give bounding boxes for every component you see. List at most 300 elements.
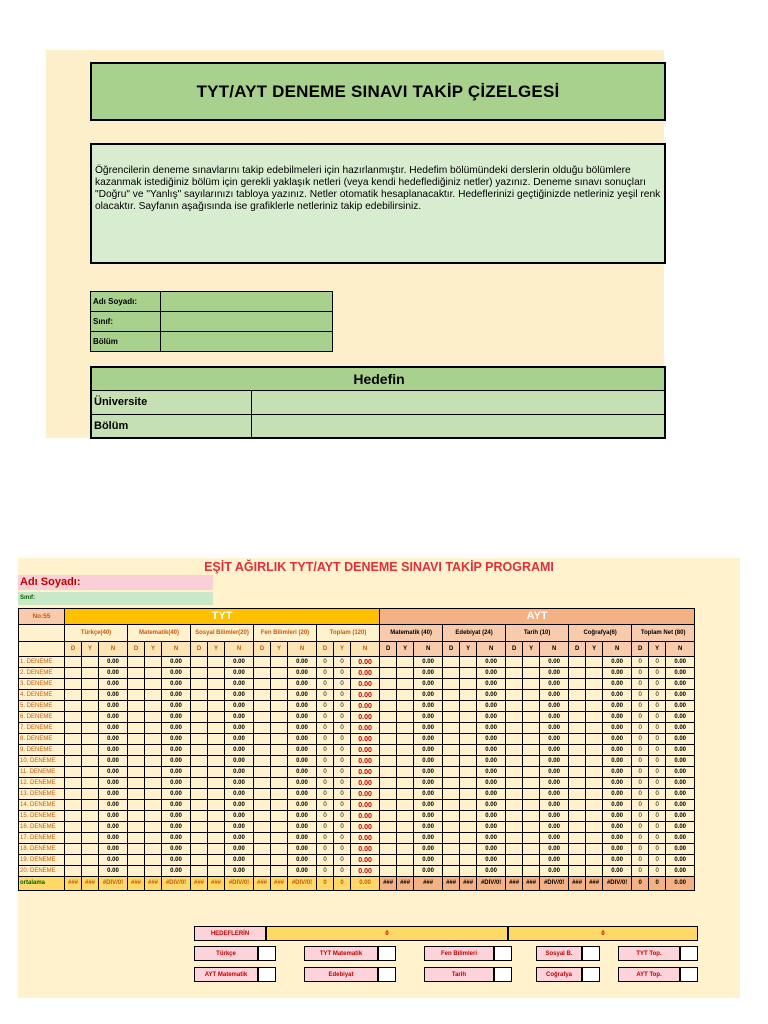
wrong-input-cell[interactable] xyxy=(271,789,288,800)
target-input-cell[interactable] xyxy=(680,946,698,961)
wrong-input-cell[interactable] xyxy=(586,844,603,855)
wrong-input-cell[interactable] xyxy=(208,866,225,877)
name-input-cell[interactable] xyxy=(161,292,333,312)
wrong-input-cell[interactable] xyxy=(460,690,477,701)
correct-input-cell[interactable] xyxy=(254,822,271,833)
wrong-input-cell[interactable] xyxy=(208,756,225,767)
wrong-input-cell[interactable] xyxy=(460,712,477,723)
correct-input-cell[interactable] xyxy=(380,833,397,844)
wrong-input-cell[interactable] xyxy=(82,789,99,800)
wrong-input-cell[interactable] xyxy=(397,800,414,811)
correct-input-cell[interactable] xyxy=(254,778,271,789)
correct-input-cell[interactable] xyxy=(191,767,208,778)
wrong-input-cell[interactable] xyxy=(397,778,414,789)
correct-input-cell[interactable] xyxy=(380,844,397,855)
correct-input-cell[interactable] xyxy=(569,833,586,844)
correct-input-cell[interactable] xyxy=(443,833,460,844)
wrong-input-cell[interactable] xyxy=(460,800,477,811)
wrong-input-cell[interactable] xyxy=(460,855,477,866)
correct-input-cell[interactable] xyxy=(254,745,271,756)
wrong-input-cell[interactable] xyxy=(397,734,414,745)
class-input-cell[interactable] xyxy=(161,312,333,332)
correct-input-cell[interactable] xyxy=(380,668,397,679)
wrong-input-cell[interactable] xyxy=(460,811,477,822)
correct-input-cell[interactable] xyxy=(569,712,586,723)
correct-input-cell[interactable] xyxy=(443,701,460,712)
target-input-cell[interactable] xyxy=(378,946,396,961)
wrong-input-cell[interactable] xyxy=(82,767,99,778)
correct-input-cell[interactable] xyxy=(128,767,145,778)
correct-input-cell[interactable] xyxy=(65,679,82,690)
wrong-input-cell[interactable] xyxy=(523,712,540,723)
correct-input-cell[interactable] xyxy=(380,701,397,712)
wrong-input-cell[interactable] xyxy=(586,701,603,712)
wrong-input-cell[interactable] xyxy=(523,745,540,756)
wrong-input-cell[interactable] xyxy=(460,745,477,756)
correct-input-cell[interactable] xyxy=(506,833,523,844)
wrong-input-cell[interactable] xyxy=(586,855,603,866)
wrong-input-cell[interactable] xyxy=(145,855,162,866)
correct-input-cell[interactable] xyxy=(443,679,460,690)
correct-input-cell[interactable] xyxy=(128,701,145,712)
correct-input-cell[interactable] xyxy=(191,712,208,723)
wrong-input-cell[interactable] xyxy=(82,778,99,789)
wrong-input-cell[interactable] xyxy=(208,723,225,734)
correct-input-cell[interactable] xyxy=(128,657,145,668)
correct-input-cell[interactable] xyxy=(506,778,523,789)
correct-input-cell[interactable] xyxy=(65,745,82,756)
correct-input-cell[interactable] xyxy=(65,734,82,745)
correct-input-cell[interactable] xyxy=(65,833,82,844)
correct-input-cell[interactable] xyxy=(191,811,208,822)
correct-input-cell[interactable] xyxy=(443,800,460,811)
wrong-input-cell[interactable] xyxy=(460,767,477,778)
correct-input-cell[interactable] xyxy=(380,778,397,789)
correct-input-cell[interactable] xyxy=(128,679,145,690)
correct-input-cell[interactable] xyxy=(191,701,208,712)
wrong-input-cell[interactable] xyxy=(523,789,540,800)
wrong-input-cell[interactable] xyxy=(586,778,603,789)
correct-input-cell[interactable] xyxy=(569,789,586,800)
wrong-input-cell[interactable] xyxy=(586,745,603,756)
wrong-input-cell[interactable] xyxy=(208,844,225,855)
correct-input-cell[interactable] xyxy=(569,668,586,679)
wrong-input-cell[interactable] xyxy=(271,745,288,756)
correct-input-cell[interactable] xyxy=(128,734,145,745)
wrong-input-cell[interactable] xyxy=(82,833,99,844)
correct-input-cell[interactable] xyxy=(506,734,523,745)
wrong-input-cell[interactable] xyxy=(586,800,603,811)
wrong-input-cell[interactable] xyxy=(523,866,540,877)
correct-input-cell[interactable] xyxy=(569,800,586,811)
correct-input-cell[interactable] xyxy=(128,855,145,866)
correct-input-cell[interactable] xyxy=(254,723,271,734)
correct-input-cell[interactable] xyxy=(506,723,523,734)
wrong-input-cell[interactable] xyxy=(82,690,99,701)
correct-input-cell[interactable] xyxy=(569,767,586,778)
wrong-input-cell[interactable] xyxy=(523,734,540,745)
wrong-input-cell[interactable] xyxy=(586,657,603,668)
correct-input-cell[interactable] xyxy=(191,756,208,767)
correct-input-cell[interactable] xyxy=(380,855,397,866)
target-input-cell[interactable] xyxy=(258,967,276,982)
target-input-cell[interactable] xyxy=(258,946,276,961)
wrong-input-cell[interactable] xyxy=(145,657,162,668)
correct-input-cell[interactable] xyxy=(569,811,586,822)
wrong-input-cell[interactable] xyxy=(271,844,288,855)
correct-input-cell[interactable] xyxy=(569,723,586,734)
wrong-input-cell[interactable] xyxy=(397,811,414,822)
wrong-input-cell[interactable] xyxy=(82,844,99,855)
correct-input-cell[interactable] xyxy=(254,789,271,800)
correct-input-cell[interactable] xyxy=(443,668,460,679)
wrong-input-cell[interactable] xyxy=(397,668,414,679)
wrong-input-cell[interactable] xyxy=(460,723,477,734)
wrong-input-cell[interactable] xyxy=(145,767,162,778)
wrong-input-cell[interactable] xyxy=(397,745,414,756)
wrong-input-cell[interactable] xyxy=(397,855,414,866)
wrong-input-cell[interactable] xyxy=(460,668,477,679)
correct-input-cell[interactable] xyxy=(443,756,460,767)
wrong-input-cell[interactable] xyxy=(586,822,603,833)
correct-input-cell[interactable] xyxy=(254,756,271,767)
correct-input-cell[interactable] xyxy=(506,701,523,712)
wrong-input-cell[interactable] xyxy=(82,800,99,811)
wrong-input-cell[interactable] xyxy=(397,833,414,844)
correct-input-cell[interactable] xyxy=(569,701,586,712)
wrong-input-cell[interactable] xyxy=(145,679,162,690)
correct-input-cell[interactable] xyxy=(254,811,271,822)
wrong-input-cell[interactable] xyxy=(460,866,477,877)
correct-input-cell[interactable] xyxy=(191,734,208,745)
correct-input-cell[interactable] xyxy=(443,866,460,877)
correct-input-cell[interactable] xyxy=(65,657,82,668)
wrong-input-cell[interactable] xyxy=(460,756,477,767)
wrong-input-cell[interactable] xyxy=(523,822,540,833)
correct-input-cell[interactable] xyxy=(254,855,271,866)
correct-input-cell[interactable] xyxy=(506,855,523,866)
correct-input-cell[interactable] xyxy=(443,690,460,701)
correct-input-cell[interactable] xyxy=(506,690,523,701)
correct-input-cell[interactable] xyxy=(569,756,586,767)
correct-input-cell[interactable] xyxy=(254,668,271,679)
wrong-input-cell[interactable] xyxy=(397,822,414,833)
correct-input-cell[interactable] xyxy=(65,767,82,778)
wrong-input-cell[interactable] xyxy=(397,712,414,723)
wrong-input-cell[interactable] xyxy=(523,855,540,866)
correct-input-cell[interactable] xyxy=(254,833,271,844)
correct-input-cell[interactable] xyxy=(191,800,208,811)
wrong-input-cell[interactable] xyxy=(460,657,477,668)
wrong-input-cell[interactable] xyxy=(397,866,414,877)
correct-input-cell[interactable] xyxy=(191,844,208,855)
wrong-input-cell[interactable] xyxy=(145,745,162,756)
wrong-input-cell[interactable] xyxy=(271,712,288,723)
correct-input-cell[interactable] xyxy=(128,844,145,855)
correct-input-cell[interactable] xyxy=(380,679,397,690)
wrong-input-cell[interactable] xyxy=(208,767,225,778)
correct-input-cell[interactable] xyxy=(254,712,271,723)
wrong-input-cell[interactable] xyxy=(460,701,477,712)
target-input-cell[interactable] xyxy=(494,967,512,982)
correct-input-cell[interactable] xyxy=(380,767,397,778)
wrong-input-cell[interactable] xyxy=(82,679,99,690)
wrong-input-cell[interactable] xyxy=(145,690,162,701)
correct-input-cell[interactable] xyxy=(506,844,523,855)
wrong-input-cell[interactable] xyxy=(397,756,414,767)
wrong-input-cell[interactable] xyxy=(145,822,162,833)
correct-input-cell[interactable] xyxy=(128,668,145,679)
wrong-input-cell[interactable] xyxy=(523,756,540,767)
wrong-input-cell[interactable] xyxy=(397,844,414,855)
wrong-input-cell[interactable] xyxy=(523,800,540,811)
correct-input-cell[interactable] xyxy=(569,855,586,866)
correct-input-cell[interactable] xyxy=(254,657,271,668)
correct-input-cell[interactable] xyxy=(191,833,208,844)
correct-input-cell[interactable] xyxy=(506,679,523,690)
correct-input-cell[interactable] xyxy=(506,811,523,822)
target-input-cell[interactable] xyxy=(378,967,396,982)
wrong-input-cell[interactable] xyxy=(397,690,414,701)
wrong-input-cell[interactable] xyxy=(82,701,99,712)
correct-input-cell[interactable] xyxy=(65,701,82,712)
wrong-input-cell[interactable] xyxy=(208,668,225,679)
correct-input-cell[interactable] xyxy=(380,657,397,668)
correct-input-cell[interactable] xyxy=(128,723,145,734)
correct-input-cell[interactable] xyxy=(506,745,523,756)
correct-input-cell[interactable] xyxy=(380,745,397,756)
correct-input-cell[interactable] xyxy=(254,800,271,811)
correct-input-cell[interactable] xyxy=(128,690,145,701)
wrong-input-cell[interactable] xyxy=(145,734,162,745)
correct-input-cell[interactable] xyxy=(569,690,586,701)
wrong-input-cell[interactable] xyxy=(523,657,540,668)
wrong-input-cell[interactable] xyxy=(271,668,288,679)
wrong-input-cell[interactable] xyxy=(523,778,540,789)
wrong-input-cell[interactable] xyxy=(523,701,540,712)
wrong-input-cell[interactable] xyxy=(586,767,603,778)
wrong-input-cell[interactable] xyxy=(586,789,603,800)
wrong-input-cell[interactable] xyxy=(271,657,288,668)
correct-input-cell[interactable] xyxy=(380,756,397,767)
wrong-input-cell[interactable] xyxy=(208,789,225,800)
wrong-input-cell[interactable] xyxy=(145,701,162,712)
wrong-input-cell[interactable] xyxy=(145,723,162,734)
correct-input-cell[interactable] xyxy=(443,723,460,734)
wrong-input-cell[interactable] xyxy=(82,811,99,822)
correct-input-cell[interactable] xyxy=(65,855,82,866)
wrong-input-cell[interactable] xyxy=(82,657,99,668)
correct-input-cell[interactable] xyxy=(65,789,82,800)
correct-input-cell[interactable] xyxy=(65,844,82,855)
wrong-input-cell[interactable] xyxy=(208,855,225,866)
wrong-input-cell[interactable] xyxy=(397,767,414,778)
wrong-input-cell[interactable] xyxy=(145,800,162,811)
wrong-input-cell[interactable] xyxy=(523,690,540,701)
wrong-input-cell[interactable] xyxy=(523,679,540,690)
wrong-input-cell[interactable] xyxy=(82,734,99,745)
correct-input-cell[interactable] xyxy=(569,657,586,668)
correct-input-cell[interactable] xyxy=(569,778,586,789)
wrong-input-cell[interactable] xyxy=(271,756,288,767)
correct-input-cell[interactable] xyxy=(506,866,523,877)
correct-input-cell[interactable] xyxy=(506,767,523,778)
wrong-input-cell[interactable] xyxy=(397,701,414,712)
correct-input-cell[interactable] xyxy=(65,668,82,679)
correct-input-cell[interactable] xyxy=(65,822,82,833)
correct-input-cell[interactable] xyxy=(443,712,460,723)
correct-input-cell[interactable] xyxy=(443,855,460,866)
wrong-input-cell[interactable] xyxy=(523,833,540,844)
wrong-input-cell[interactable] xyxy=(523,811,540,822)
wrong-input-cell[interactable] xyxy=(271,767,288,778)
wrong-input-cell[interactable] xyxy=(271,723,288,734)
wrong-input-cell[interactable] xyxy=(397,657,414,668)
correct-input-cell[interactable] xyxy=(443,767,460,778)
wrong-input-cell[interactable] xyxy=(145,844,162,855)
wrong-input-cell[interactable] xyxy=(586,668,603,679)
correct-input-cell[interactable] xyxy=(569,745,586,756)
wrong-input-cell[interactable] xyxy=(208,778,225,789)
wrong-input-cell[interactable] xyxy=(208,690,225,701)
university-input-cell[interactable] xyxy=(251,390,665,414)
correct-input-cell[interactable] xyxy=(506,789,523,800)
correct-input-cell[interactable] xyxy=(254,734,271,745)
wrong-input-cell[interactable] xyxy=(586,723,603,734)
wrong-input-cell[interactable] xyxy=(271,679,288,690)
correct-input-cell[interactable] xyxy=(65,690,82,701)
correct-input-cell[interactable] xyxy=(191,657,208,668)
correct-input-cell[interactable] xyxy=(380,723,397,734)
wrong-input-cell[interactable] xyxy=(460,844,477,855)
target-input-cell[interactable] xyxy=(680,967,698,982)
correct-input-cell[interactable] xyxy=(506,668,523,679)
wrong-input-cell[interactable] xyxy=(208,745,225,756)
wrong-input-cell[interactable] xyxy=(460,822,477,833)
correct-input-cell[interactable] xyxy=(191,745,208,756)
correct-input-cell[interactable] xyxy=(191,866,208,877)
wrong-input-cell[interactable] xyxy=(82,822,99,833)
wrong-input-cell[interactable] xyxy=(145,668,162,679)
wrong-input-cell[interactable] xyxy=(208,712,225,723)
correct-input-cell[interactable] xyxy=(443,844,460,855)
wrong-input-cell[interactable] xyxy=(397,723,414,734)
wrong-input-cell[interactable] xyxy=(145,811,162,822)
correct-input-cell[interactable] xyxy=(380,712,397,723)
wrong-input-cell[interactable] xyxy=(586,734,603,745)
wrong-input-cell[interactable] xyxy=(271,734,288,745)
wrong-input-cell[interactable] xyxy=(208,734,225,745)
wrong-input-cell[interactable] xyxy=(271,833,288,844)
correct-input-cell[interactable] xyxy=(380,789,397,800)
wrong-input-cell[interactable] xyxy=(208,701,225,712)
correct-input-cell[interactable] xyxy=(191,668,208,679)
wrong-input-cell[interactable] xyxy=(460,778,477,789)
correct-input-cell[interactable] xyxy=(380,811,397,822)
correct-input-cell[interactable] xyxy=(191,723,208,734)
correct-input-cell[interactable] xyxy=(443,811,460,822)
wrong-input-cell[interactable] xyxy=(208,657,225,668)
wrong-input-cell[interactable] xyxy=(586,811,603,822)
wrong-input-cell[interactable] xyxy=(208,822,225,833)
correct-input-cell[interactable] xyxy=(128,745,145,756)
wrong-input-cell[interactable] xyxy=(82,723,99,734)
wrong-input-cell[interactable] xyxy=(145,833,162,844)
correct-input-cell[interactable] xyxy=(191,778,208,789)
correct-input-cell[interactable] xyxy=(128,778,145,789)
wrong-input-cell[interactable] xyxy=(145,778,162,789)
correct-input-cell[interactable] xyxy=(128,833,145,844)
correct-input-cell[interactable] xyxy=(443,745,460,756)
correct-input-cell[interactable] xyxy=(443,789,460,800)
correct-input-cell[interactable] xyxy=(191,789,208,800)
wrong-input-cell[interactable] xyxy=(460,679,477,690)
correct-input-cell[interactable] xyxy=(506,756,523,767)
goal-department-input-cell[interactable] xyxy=(251,414,665,438)
correct-input-cell[interactable] xyxy=(254,701,271,712)
correct-input-cell[interactable] xyxy=(380,690,397,701)
correct-input-cell[interactable] xyxy=(191,855,208,866)
wrong-input-cell[interactable] xyxy=(208,679,225,690)
correct-input-cell[interactable] xyxy=(128,800,145,811)
correct-input-cell[interactable] xyxy=(443,778,460,789)
correct-input-cell[interactable] xyxy=(65,756,82,767)
correct-input-cell[interactable] xyxy=(191,822,208,833)
target-input-cell[interactable] xyxy=(582,946,600,961)
wrong-input-cell[interactable] xyxy=(586,690,603,701)
correct-input-cell[interactable] xyxy=(191,679,208,690)
wrong-input-cell[interactable] xyxy=(586,679,603,690)
wrong-input-cell[interactable] xyxy=(82,712,99,723)
correct-input-cell[interactable] xyxy=(128,712,145,723)
wrong-input-cell[interactable] xyxy=(460,734,477,745)
correct-input-cell[interactable] xyxy=(191,690,208,701)
correct-input-cell[interactable] xyxy=(254,844,271,855)
target-input-cell[interactable] xyxy=(494,946,512,961)
correct-input-cell[interactable] xyxy=(569,866,586,877)
wrong-input-cell[interactable] xyxy=(460,833,477,844)
wrong-input-cell[interactable] xyxy=(586,756,603,767)
correct-input-cell[interactable] xyxy=(506,822,523,833)
correct-input-cell[interactable] xyxy=(569,679,586,690)
wrong-input-cell[interactable] xyxy=(271,701,288,712)
wrong-input-cell[interactable] xyxy=(145,866,162,877)
correct-input-cell[interactable] xyxy=(65,866,82,877)
correct-input-cell[interactable] xyxy=(506,657,523,668)
wrong-input-cell[interactable] xyxy=(82,668,99,679)
wrong-input-cell[interactable] xyxy=(208,800,225,811)
correct-input-cell[interactable] xyxy=(380,734,397,745)
target-input-cell[interactable] xyxy=(582,967,600,982)
wrong-input-cell[interactable] xyxy=(208,833,225,844)
wrong-input-cell[interactable] xyxy=(145,756,162,767)
correct-input-cell[interactable] xyxy=(506,712,523,723)
wrong-input-cell[interactable] xyxy=(145,712,162,723)
correct-input-cell[interactable] xyxy=(128,866,145,877)
wrong-input-cell[interactable] xyxy=(271,778,288,789)
correct-input-cell[interactable] xyxy=(443,822,460,833)
correct-input-cell[interactable] xyxy=(65,712,82,723)
correct-input-cell[interactable] xyxy=(254,767,271,778)
wrong-input-cell[interactable] xyxy=(523,767,540,778)
wrong-input-cell[interactable] xyxy=(271,822,288,833)
wrong-input-cell[interactable] xyxy=(586,866,603,877)
correct-input-cell[interactable] xyxy=(128,822,145,833)
correct-input-cell[interactable] xyxy=(65,778,82,789)
correct-input-cell[interactable] xyxy=(380,866,397,877)
wrong-input-cell[interactable] xyxy=(523,668,540,679)
wrong-input-cell[interactable] xyxy=(271,866,288,877)
